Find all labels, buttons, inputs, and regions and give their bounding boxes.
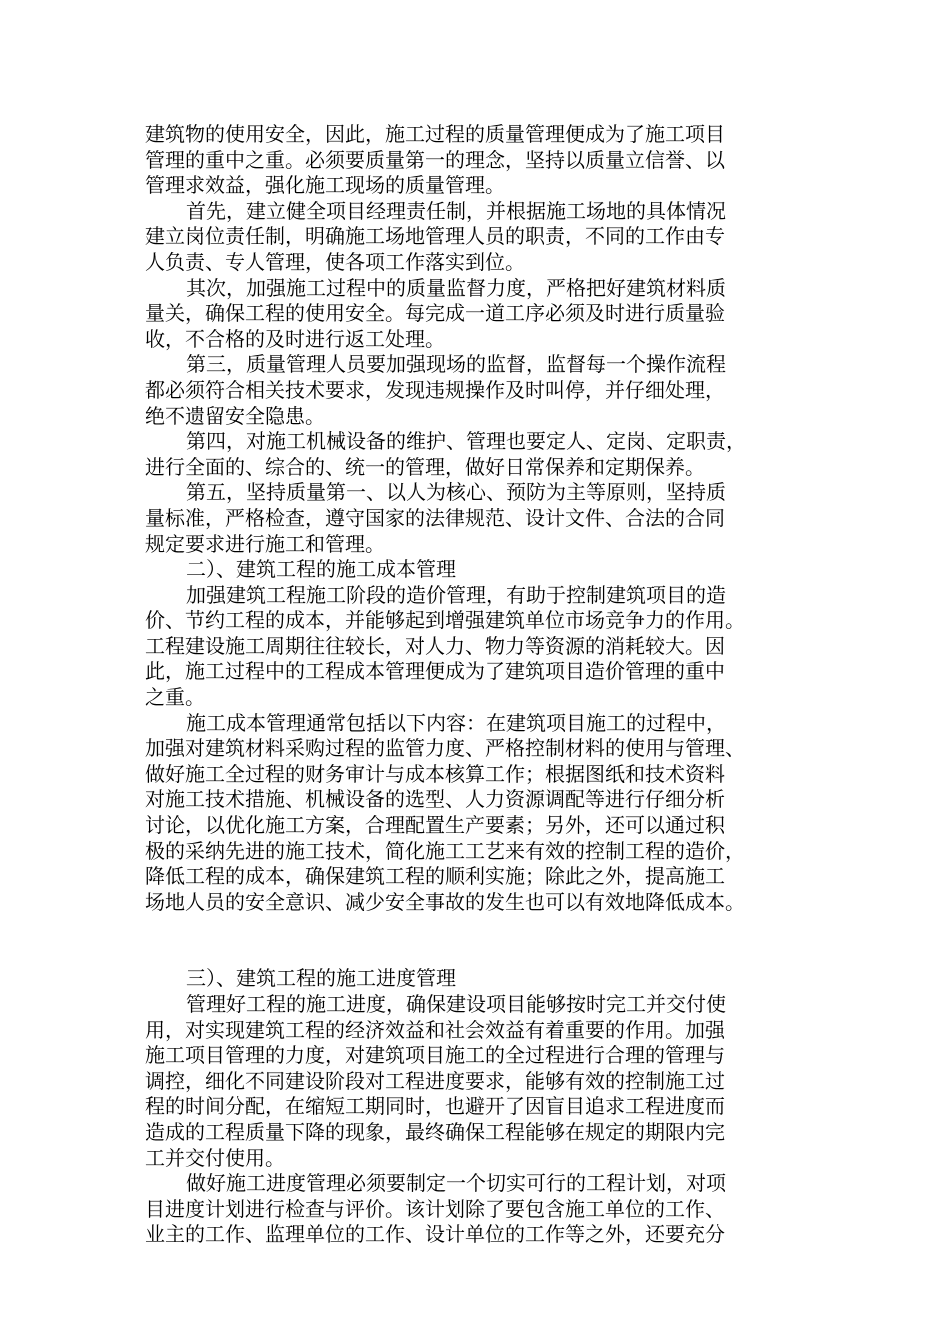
text-line: 对施工技术措施、机械设备的选型、人力资源调配等进行仔细分析 xyxy=(145,787,725,812)
document-body xyxy=(145,122,810,1248)
text-line: 都必须符合相关技术要求，发现违规操作及时叫停，并仔细处理， xyxy=(145,377,725,402)
text-line: 绝不遗留安全隐患。 xyxy=(145,403,325,428)
paragraph xyxy=(145,992,810,1171)
text-line: 降低工程的成本，确保建筑工程的顺利实施；除此之外，提高施工 xyxy=(145,864,725,889)
paragraph xyxy=(145,583,810,711)
text-line: 建筑物的使用安全，因此，施工过程的质量管理便成为了施工项目 xyxy=(145,122,725,146)
paragraph xyxy=(145,122,810,199)
text-line: 之重。 xyxy=(145,685,205,710)
text-line: 此，施工过程中的工程成本管理便成为了建筑项目造价管理的重中 xyxy=(145,659,725,684)
text-line: 量标准，严格检查，遵守国家的法律规范、设计文件、合法的合同 xyxy=(145,505,725,530)
text-line: 第五，坚持质量第一、以人为核心、预防为主等原则，坚持质 xyxy=(186,480,726,505)
text-line: 场地人员的安全意识、减少安全事故的发生也可以有效地降低成本。 xyxy=(145,889,745,914)
paragraph-spacer xyxy=(145,915,810,966)
text-line: 加强建筑工程施工阶段的造价管理，有助于控制建筑项目的造 xyxy=(186,582,726,607)
paragraph xyxy=(145,1171,810,1248)
text-line: 目进度计划进行检查与评价。该计划除了要包含施工单位的工作、 xyxy=(145,1196,725,1221)
text-line: 极的采纳先进的施工技术，简化施工工艺来有效的控制工程的造价， xyxy=(145,838,745,863)
text-line: 管理好工程的施工进度，确保建设项目能够按时完工并交付使 xyxy=(186,992,726,1016)
text-line: 工程建设施工周期往往较长，对人力、物力等资源的消耗较大。因 xyxy=(145,633,725,658)
text-line: 管理求效益，强化施工现场的质量管理。 xyxy=(145,173,505,198)
section-heading xyxy=(145,966,810,992)
text-line: 第四，对施工机械设备的维护、管理也要定人、定岗、定职责， xyxy=(186,429,746,454)
paragraph xyxy=(145,199,810,276)
text-line: 讨论，以优化施工方案，合理配置生产要素；另外，还可以通过积 xyxy=(145,813,725,838)
text-line: 业主的工作、监理单位的工作、设计单位的工作等之外，还要充分 xyxy=(145,1222,725,1247)
text-line: 收，不合格的及时进行返工处理。 xyxy=(145,326,445,351)
text-line: 做好施工进度管理必须要制定一个切实可行的工程计划，对项 xyxy=(186,1171,726,1196)
text-line: 量关，确保工程的使用安全。每完成一道工序必须及时进行质量验 xyxy=(145,301,725,326)
text-line: 施工成本管理通常包括以下内容：在建筑项目施工的过程中， xyxy=(186,710,726,735)
text-line: 工并交付使用。 xyxy=(145,1145,285,1170)
section-heading xyxy=(145,557,810,583)
text-line: 建立岗位责任制，明确施工场地管理人员的职责，不同的工作由专 xyxy=(145,224,725,249)
text-line: 进行全面的、综合的、统一的管理，做好日常保养和定期保养。 xyxy=(145,454,705,479)
text-line: 施工项目管理的力度，对建筑项目施工的全过程进行合理的管理与 xyxy=(145,1043,725,1068)
text-line: 第三，质量管理人员要加强现场的监督，监督每一个操作流程 xyxy=(186,352,726,377)
text-line: 其次，加强施工过程中的质量监督力度，严格把好建筑材料质 xyxy=(186,275,726,300)
text-line: 价、节约工程的成本，并能够起到增强建筑单位市场竞争力的作用。 xyxy=(145,608,745,633)
text-line: 首先，建立健全项目经理责任制，并根据施工场地的具体情况 xyxy=(186,198,726,223)
section-heading-text: 二）、建筑工程的施工成本管理 xyxy=(186,557,456,582)
text-line: 人负责、专人管理，使各项工作落实到位。 xyxy=(145,249,525,274)
text-line: 程的时间分配，在缩短工期同时，也避开了因盲目追求工程进度而 xyxy=(145,1094,725,1119)
text-line: 造成的工程质量下降的现象，最终确保工程能够在规定的期限内完 xyxy=(145,1119,725,1144)
text-line: 用，对实现建筑工程的经济效益和社会效益有着重要的作用。加强 xyxy=(145,1017,725,1042)
text-line: 加强对建筑材料采购过程的监管力度、严格控制材料的使用与管理、 xyxy=(145,736,745,761)
paragraph xyxy=(145,352,810,429)
text-line: 做好施工全过程的财务审计与成本核算工作；根据图纸和技术资料 xyxy=(145,761,725,786)
paragraph xyxy=(145,711,810,916)
text-line: 调控，细化不同建设阶段对工程进度要求，能够有效的控制施工过 xyxy=(145,1068,725,1093)
paragraph xyxy=(145,276,810,353)
section-heading-text: 三）、建筑工程的施工进度管理 xyxy=(186,966,456,991)
text-line: 规定要求进行施工和管理。 xyxy=(145,531,385,556)
paragraph xyxy=(145,429,810,480)
paragraph xyxy=(145,480,810,557)
text-line: 管理的重中之重。必须要质量第一的理念，坚持以质量立信誉、以 xyxy=(145,147,725,172)
